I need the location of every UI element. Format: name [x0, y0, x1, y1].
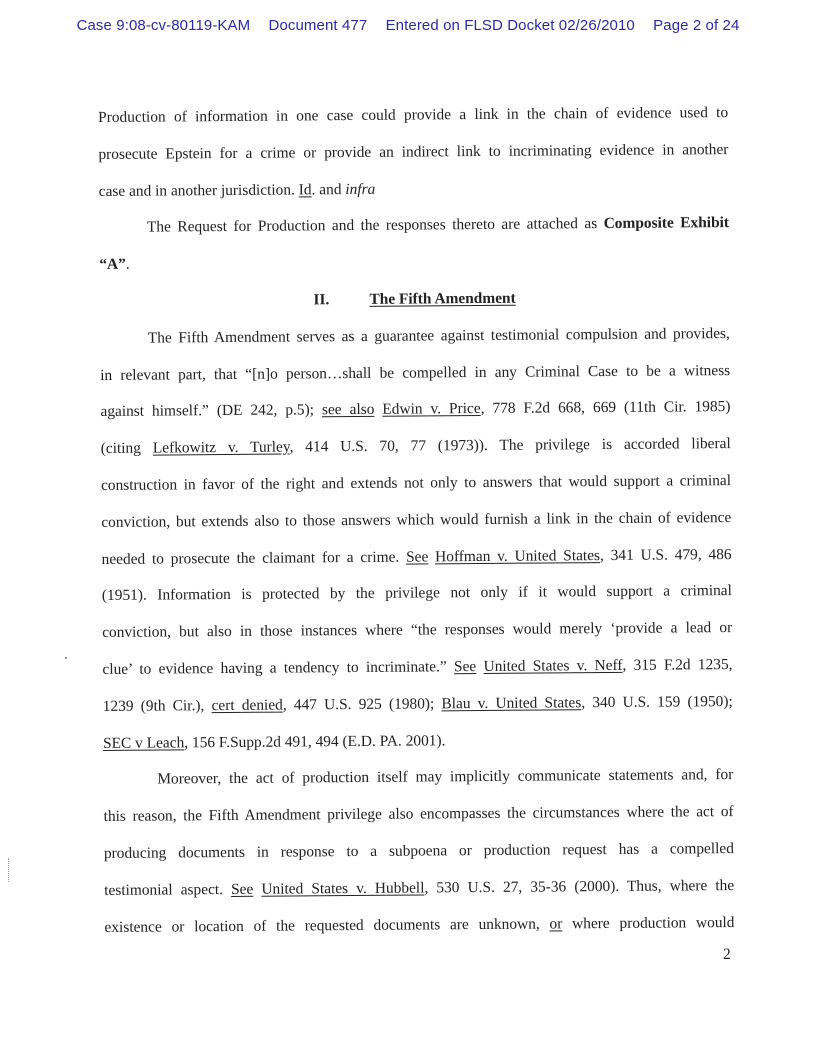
case-citation: Lefkowitz v. Turley [152, 438, 290, 457]
text-line: this reason, the Fifth Amendment privilege also encompasses the circumstances where the act of [103, 803, 734, 826]
document-body [98, 95, 735, 946]
text-line: “A”. [99, 255, 130, 274]
scan-speck [65, 657, 67, 659]
case-number: Case 9:08-cv-80119-KAM [76, 17, 251, 34]
text-line: producing documents in response to a subpoena or production request has a compelled [103, 839, 734, 862]
emphasis-or: or [549, 914, 563, 933]
case-citation: SEC v Leach [102, 733, 185, 752]
text-line: conviction, but extends also to those answers which would furnish a link in the chain of evidence [101, 508, 732, 531]
text-line: The Fifth Amendment serves as a guarantee against testimonial compulsion and provides, [147, 324, 730, 347]
section-title: The Fifth Amendment [369, 289, 516, 308]
case-citation: Edwin v. Price [382, 400, 481, 419]
case-citation: Hoffman v. United States [435, 546, 601, 565]
scan-artifact [8, 858, 10, 882]
section-number: II. [313, 291, 330, 309]
text-line: (1951). Information is protected by the privilege not only if it would support a criminal [101, 582, 732, 605]
text-line: (citing Lefkowitz v. Turley, 414 U.S. 70, 77 (1973)). The privilege is accorded liberal [100, 435, 731, 458]
text-line: Moreover, the act of production itself may implicitly communicate statements and, for [157, 766, 734, 788]
text-line: testimonial aspect. See United States v. Hubbell, 530 U.S. 27, 35-36 (2000). Thus, where the [104, 876, 735, 899]
docket-header [0, 17, 816, 34]
text-line: prosecute Epstein for a crime or provide an indirect link to incriminating evidence in another [98, 140, 729, 163]
text-line: SEC v Leach, 156 F.Supp.2d 491, 494 (E.D. PA. 2001). [102, 731, 446, 752]
text-line: in relevant part, that “[n]o person…shall be compelled in any Criminal Case to be a witness [100, 361, 731, 384]
citation-signal: See [231, 880, 254, 898]
citation-signal: cert denied [211, 696, 283, 714]
text-line: construction in favor of the right and extends not only to answers that would support a criminal [100, 472, 732, 494]
text-line: clue’ to evidence having a tendency to incriminate.” See United States v. Neff, 315 F.2d 1235, [102, 655, 733, 678]
docket-entry: Entered on FLSD Docket 02/26/2010 [385, 17, 635, 34]
page-of-total: Page 2 of 24 [653, 17, 740, 34]
text-line: The Request for Production and the responses thereto are attached as Composite Exhibit [146, 214, 730, 237]
exhibit-label: Composite Exhibit [603, 214, 730, 233]
text-line: conviction, but also in those instances where “the responses would merely ‘provide a lead or [102, 619, 733, 642]
citation-infra: infra [345, 180, 376, 198]
text-line: case and in another jurisdiction. Id. and infra [98, 180, 376, 200]
citation-signal: see also [321, 401, 375, 419]
case-citation: United States v. Hubbell [261, 879, 425, 898]
text-line: needed to prosecute the claimant for a crime. See Hoffman v. United States, 341 U.S. 479, 486 [101, 545, 732, 568]
text-line: against himself.” (DE 242, p.5); see also Edwin v. Price, 778 F.2d 668, 669 (11th Cir. 1985) [100, 398, 731, 421]
document-number: Document 477 [268, 17, 368, 34]
text-line: existence or location of the requested documents are unknown, or where production would [104, 913, 735, 936]
exhibit-letter: “A” [99, 255, 126, 274]
page-number: 2 [723, 946, 731, 963]
citation-signal: See [405, 547, 429, 566]
citation-signal: See [453, 658, 477, 676]
case-citation: Blau v. United States [441, 693, 582, 713]
section-heading [99, 279, 729, 321]
case-citation: United States v. Neff [483, 656, 623, 675]
citation-id: Id [298, 180, 312, 199]
text-line: 1239 (9th Cir.), cert denied, 447 U.S. 925 (1980); Blau v. United States, 340 U.S. 159 (1950); [102, 692, 733, 715]
text-line: Production of information in one case could provide a link in the chain of evidence used to [98, 104, 729, 126]
